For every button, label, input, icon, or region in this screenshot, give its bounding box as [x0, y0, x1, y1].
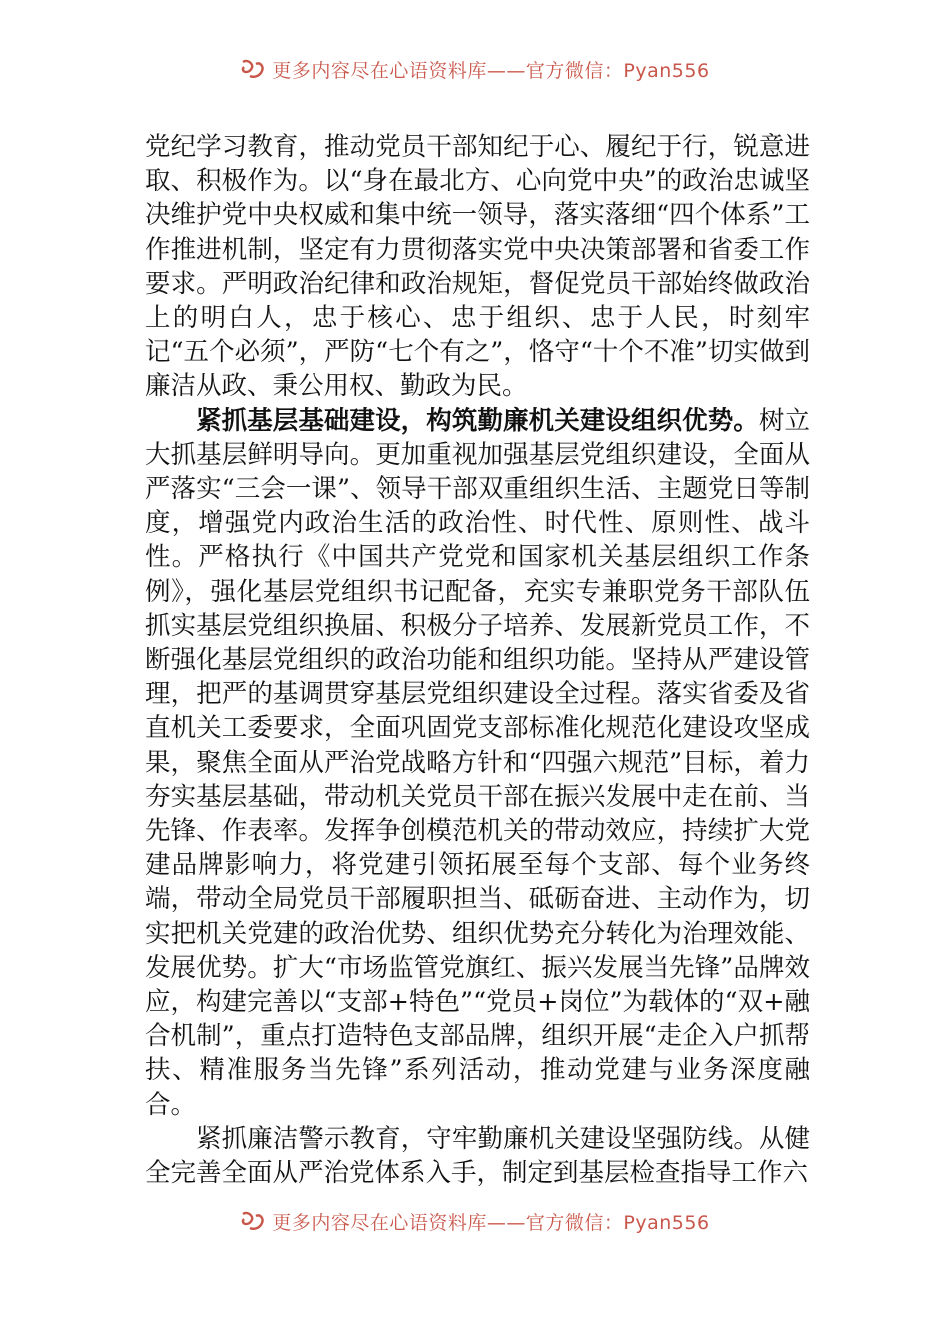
- watermark-header: [0, 55, 950, 83]
- paragraph: [145, 130, 810, 404]
- paragraph: [145, 404, 810, 1122]
- paragraph-text: 党纪学习教育，推动党员干部知纪于心、履纪于行，锐意进取、积极作为。以“身在最北方、心向党中央”的政治忠诚坚决维护党中央权威和集中统一领导，落实落细“四个体系”工作推进机制，坚定有力贯彻落实党中央决策部署和省委工作要求。严明政治纪律和政治规矩，督促党员干部始终做政治上的明白人，忠于核心、忠于组织、忠于人民，时刻牢记“五个必须”，严防“七个有之”，恪守“十个不准”切实做到廉洁从政、秉公用权、勤政为民。: [145, 132, 810, 402]
- watermark-text: 更多内容尽在心语资料库——官方微信：Pyan556: [272, 59, 710, 82]
- paragraph-lead: 紧抓基层基础建设，构筑勤廉机关建设组织优势。: [196, 405, 759, 436]
- brand-logo-icon: [240, 1210, 266, 1232]
- watermark-text: 更多内容尽在心语资料库——官方微信：Pyan556: [272, 1211, 710, 1234]
- watermark-footer: [0, 1207, 950, 1235]
- paragraph-text: 紧抓廉洁警示教育，守牢勤廉机关建设坚强防线。从健全完善全面从严治党体系入手，制定到基层检查指导工作六: [145, 1123, 810, 1189]
- paragraph-text: 树立大抓基层鲜明导向。更加重视加强基层党组织建设，全面从严落实“三会一课”、领导干部双重组织生活、主题党日等制度，增强党内政治生活的政治性、时代性、原则性、战斗性。严格执行《中国共产党党和国家机关基层组织工作条例》，强化基层党组织书记配备，充实专兼职党务干部队伍抓实基层党组织换届、积极分子培养、发展新党员工作，不断强化基层党组织的政治功能和组织功能。坚持从严建设管理，把严的基调贯穿基层党组织建设全过程。落实省委及省直机关工委要求，全面巩固党支部标准化规范化建设攻坚成果，聚焦全面从严治党战略方针和“四强六规范”目标，着力夯实基层基础，带动机关党员干部在振兴发展中走在前、当先锋、作表率。发挥争创模范机关的带动效应，持续扩大党建品牌影响力，将党建引领拓展至每个支部、每个业务终端，带动全局党员干部履职担当、砥砺奋进、主动作为，切实把机关党建的政治优势、组织优势充分转化为治理效能、发展优势。扩大“市场监管党旗红、振兴发展当先锋”品牌效应，构建完善以“支部+特色”“党员+岗位”为载体的“双+融合机制”，重点打造特色支部品牌，组织开展“走企入户抓帮扶、精准服务当先锋”系列活动，推动党建与业务深度融合。: [145, 405, 810, 1120]
- document-body: [145, 130, 810, 1190]
- paragraph: [145, 1122, 810, 1190]
- brand-logo-icon: [240, 58, 266, 80]
